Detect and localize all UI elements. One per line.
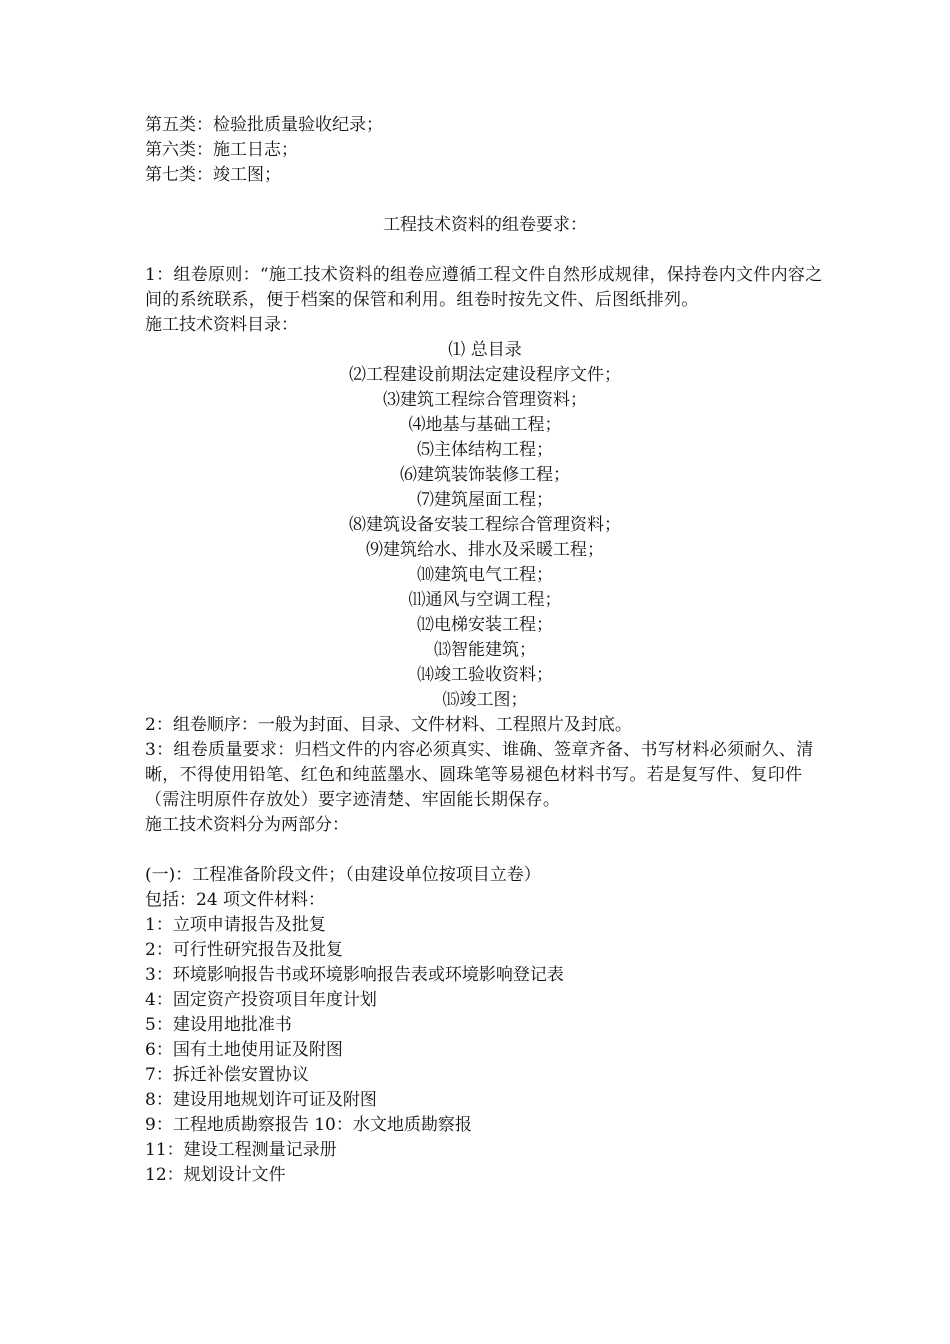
spacer [145,188,825,213]
category-line: 第五类：检验批质量验收纪录； [145,115,383,135]
part1-list [145,913,825,1188]
directory-item: ⑷地基与基础工程； [408,415,562,435]
list-item: 4：固定资产投资项目年度计划 [145,990,377,1010]
document-page [145,113,825,1188]
directory-item: ⑻建筑设备安装工程综合管理资料； [349,515,621,535]
directory-item: ⑾通风与空调工程； [408,590,562,610]
list-item: 5：建设用地批准书 [145,1015,292,1035]
directory-list [145,338,825,713]
directory-item: ⑸主体结构工程； [417,440,553,460]
directory-title: 施工技术资料目录： [145,315,298,335]
directory-item: ⑹建筑装饰装修工程； [400,465,570,485]
directory-item: ⒀智能建筑； [434,640,536,660]
spacer [145,238,825,263]
directory-item: ⑶建筑工程综合管理资料； [383,390,587,410]
directory-item: ⑵工程建设前期法定建设程序文件； [349,365,621,385]
part1-title: (一)：工程准备阶段文件；（由建设单位按项目立卷） [145,865,541,885]
principle-paragraph: 1：组卷原则：“施工技术资料的组卷应遵循工程文件自然形成规律，保持卷内文件内容之间的系统联系，便于档案的保管和利用。组卷时按先文件、后图纸排列。 [145,265,823,310]
list-item: 6：国有土地使用证及附图 [145,1040,343,1060]
category-line: 第六类：施工日志； [145,140,298,160]
quality-paragraph: 3：组卷质量要求：归档文件的内容必须真实、谁确、签章齐备、书写材料必须耐久、清晰，不得使用铅笔、红色和纯蓝墨水、圆珠笔等易褪色材料书写。若是复写件、复印件（需注明原件存放处）要字迹清楚、牢固能长期保存。 [145,740,814,810]
directory-item: ⒂竣工图； [442,690,528,710]
list-item: 3：环境影响报告书或环境影响报告表或环境影响登记表 [145,965,564,985]
directory-item: ⑴ 总目录 [448,340,522,360]
directory-item: ⑿电梯安装工程； [417,615,553,635]
list-item: 7：拆迁补偿安置协议 [145,1065,309,1085]
part1-includes: 包括：24 项文件材料： [145,890,326,910]
category-line: 第七类：竣工图； [145,165,281,185]
directory-item: ⑼建筑给水、排水及采暖工程； [366,540,604,560]
list-item: 11：建设工程测量记录册 [145,1140,337,1160]
list-item: 12：规划设计文件 [145,1165,286,1185]
order-paragraph: 2：组卷顺序：一般为封面、目录、文件材料、工程照片及封底。 [145,715,632,735]
directory-item: ⑽建筑电气工程； [417,565,553,585]
list-item: 8：建设用地规划许可证及附图 [145,1090,377,1110]
directory-item: ⑺建筑屋面工程； [417,490,553,510]
list-item: 2：可行性研究报告及批复 [145,940,343,960]
list-item: 1：立项申请报告及批复 [145,915,326,935]
spacer [145,838,825,863]
list-item: 9：工程地质勘察报告 10：水文地质勘察报 [145,1115,472,1135]
directory-item: ⒁竣工验收资料； [417,665,553,685]
section-heading: 工程技术资料的组卷要求： [383,215,587,235]
parts-title: 施工技术资料分为两部分： [145,815,349,835]
